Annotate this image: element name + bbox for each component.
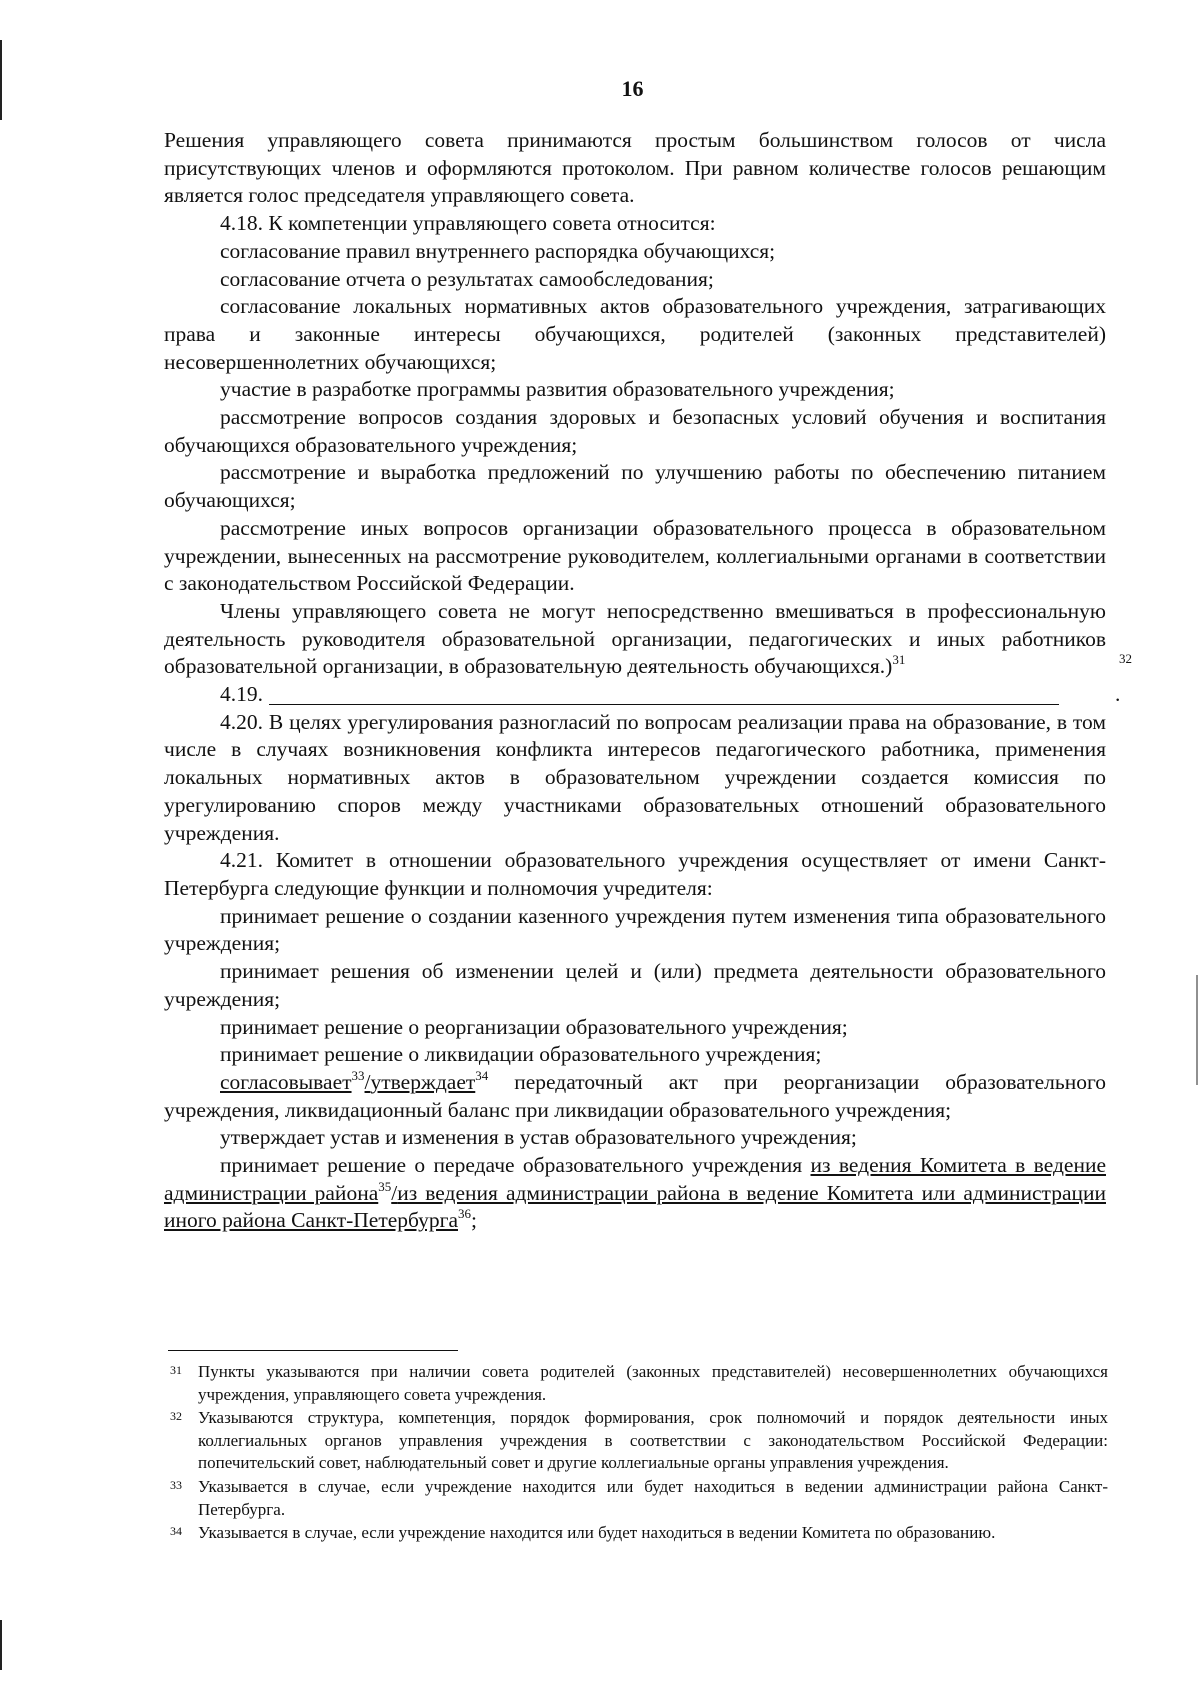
list-item: рассмотрение и выработка предложений по улучшению работы по обеспечению питанием обучающихся;	[164, 460, 1106, 513]
footnote	[164, 1361, 1108, 1406]
period: .	[1115, 682, 1121, 707]
list-item: утверждает устав и изменения в устав образовательного учреждения;	[220, 1125, 857, 1150]
footnote-text: Указывается в случае, если учреждение находится или будет находиться в ведении администрации района Санкт-Петербурга.	[198, 1476, 1108, 1519]
page-number: 16	[621, 76, 644, 101]
clause-tail: . 32	[1115, 651, 1132, 707]
scan-edge-mark	[0, 40, 2, 120]
footnote-ref: 36	[458, 1206, 471, 1222]
scan-edge-mark	[1196, 975, 1198, 1085]
footnote-ref: 33	[351, 1067, 365, 1083]
option-approves: утверждает	[370, 1069, 476, 1094]
blank-fill-line	[269, 682, 1059, 705]
paragraph-4-21: 4.21. Комитет в отношении образовательного учреждения осуществляет от имени Санкт-Петербурга следующие функции и полномочия учредителя:	[164, 848, 1106, 900]
paragraph-4-20: 4.20. В целях урегулирования разногласий по вопросам реализации права на образование, в том числе в случаях возникновения конфликта интересов педагогического работника, применения локальных нормативных актов в образовательном учреждении создается комиссия по урегулированию споров между участниками образовательных отношений образовательного учреждения.	[164, 709, 1106, 845]
paragraph-text: передаточный акт при реорганизации образовательного учреждения, ликвидационный баланс при ликвидации образовательного учреждения;	[164, 1069, 1106, 1122]
option-separator: /	[364, 1069, 371, 1094]
clause-number: 4.19.	[220, 682, 263, 707]
document-body	[164, 127, 1132, 1235]
option-committee-to-district: из ведения Комитета в ведение администрации района	[164, 1153, 1106, 1205]
paragraph-4-18: 4.18. К компетенции управляющего совета относится:	[220, 211, 716, 236]
footnote-text: Пункты указываются при наличии совета родителей (законных представителей) несовершеннолетних обучающихся учреждения, управляющего совета учреждения.	[198, 1362, 1108, 1404]
list-item: принимает решение о реорганизации образовательного учреждения;	[220, 1014, 848, 1039]
list-item: согласование локальных нормативных актов образовательного учреждения, затрагивающих права и законные интересы обучающихся, родителей (законных представителей) несовершеннолетних обучающихся;	[164, 294, 1106, 374]
list-item: согласование отчета о результатах самообследования;	[220, 266, 714, 291]
footnote-text: Указывается в случае, если учреждение находится или будет находиться в ведении Комитета по образованию.	[198, 1523, 996, 1543]
list-item: принимает решение о ликвидации образовательного учреждения;	[220, 1042, 822, 1067]
option-separator: /	[391, 1180, 398, 1205]
footnote-ref: 31	[892, 652, 906, 668]
list-item: принимает решения об изменении целей и (или) предмета деятельности образовательного учреждения;	[164, 959, 1106, 1011]
paragraph-text: Члены управляющего совета не могут непосредственно вмешиваться в профессиональную деятельность руководителя образовательной организации, педагогических и иных работников образовательной организации, в образовательную деятельность обучающихся.)	[164, 598, 1106, 679]
footnote-number: 33	[170, 1477, 182, 1492]
footnote-text: Указываются структура, компетенция, порядок формирования, срок полномочий и порядок деятельности иных коллегиальных органов управления учреждения в соответствии с законодательством Российской Федерации: попечительский совет, наблюдательный совет и другие коллегиальные органы управления учреждения.	[198, 1408, 1108, 1473]
footnote-separator	[168, 1350, 458, 1351]
list-item: рассмотрение вопросов создания здоровых и безопасных условий обучения и воспитания обучающихся образовательного учреждения;	[164, 405, 1106, 457]
list-item: участие в разработке программы развития образовательного учреждения;	[220, 377, 895, 402]
footnote	[164, 1522, 1108, 1545]
list-item: принимает решение о создании казенного учреждения путем изменения типа образовательного учреждения;	[164, 903, 1106, 956]
list-item-transfer-jurisdiction	[164, 1152, 1106, 1235]
paragraph-council-members	[164, 598, 1106, 681]
list-item: согласование правил внутреннего распорядка обучающихся;	[220, 238, 776, 263]
scan-edge-mark	[0, 1620, 2, 1670]
list-item-transfer-act	[164, 1069, 1106, 1124]
footnote-ref: 35	[378, 1178, 392, 1194]
paragraph-end: ;	[471, 1208, 477, 1233]
list-item: рассмотрение иных вопросов организации образовательного процесса в образовательном учреждении, вынесенных на рассмотрение руководителем, коллегиальными органами в соответствии с законодательством Российской Федерации.	[164, 515, 1106, 596]
footnote	[164, 1407, 1108, 1475]
option-agrees: согласовывает	[220, 1069, 352, 1094]
footnote	[164, 1476, 1108, 1521]
footnote-number: 32	[170, 1409, 182, 1424]
option-district-to-committee: из ведения администрации района в ведение Комитета или администрации иного района Санкт-Петербурга	[164, 1180, 1106, 1233]
paragraph-decision-rule: Решения управляющего совета принимаются простым большинством голосов от числа присутствующих членов и оформляются протоколом. При равном количестве голосов решающим является голос председателя управляющего совета.	[164, 128, 1106, 208]
paragraph-text: принимает решение о передаче образовательного учреждения	[220, 1153, 811, 1178]
footnote-number: 31	[170, 1363, 182, 1377]
footnote-ref: 34	[475, 1067, 489, 1083]
footnote-number: 34	[170, 1524, 182, 1539]
footnotes	[164, 1361, 1108, 1546]
